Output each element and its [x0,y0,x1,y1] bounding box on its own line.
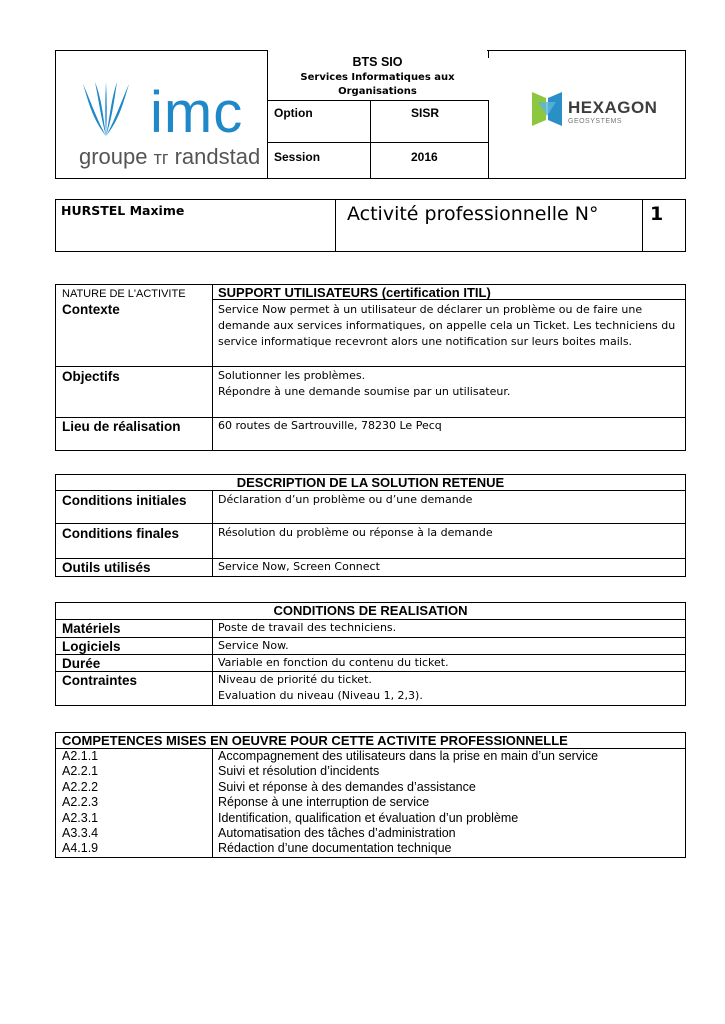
competence-code: A2.3.1 [62,810,99,825]
duree-text: Variable en fonction du contenu du ticket. [218,656,449,669]
imc-emblem-icon [75,80,137,142]
competence-code: A2.2.3 [62,795,99,810]
hexagon-emblem-icon [530,90,564,128]
lieu-label: Lieu de réalisation [62,419,181,434]
imc-wordmark: imc [150,80,244,145]
randstad-mark: тг [153,148,169,168]
duree-label: Durée [62,656,101,671]
conditions-finales-text: Résolution du problème ou réponse à la demande [218,526,493,539]
contraintes-text: Niveau de priorité du ticket. Evaluation du niveau (Niveau 1, 2,3). [218,673,423,702]
activity-title: Activité professionnelle N° [347,203,599,225]
competence-code: A2.1.1 [62,749,99,763]
outils-text: Service Now, Screen Connect [218,560,380,573]
solution-title: DESCRIPTION DE LA SOLUTION RETENUE [236,475,505,490]
student-name: HURSTEL Maxime [61,203,185,218]
nature-label: NATURE DE L'ACTIVITE [62,288,186,300]
conditions-initiales-label: Conditions initiales [62,493,187,508]
imc-tagline [79,144,260,171]
activity-number: 1 [650,203,664,225]
session-label: Session [274,150,321,164]
outils-label: Outils utilisés [62,560,151,575]
conditions-initiales-text: Déclaration d’un problème ou d’une demande [218,493,473,506]
competence-code: A4.1.9 [62,841,99,856]
objectifs-text: Solutionner les problèmes. Répondre à une demande soumise par un utilisateur. [218,369,511,398]
nature-value: SUPPORT UTILISATEURS (certification ITIL) [218,285,491,300]
materiels-text: Poste de travail des techniciens. [218,621,397,634]
competence-label: Identification, qualification et évaluation d’un problème [218,810,519,825]
objectifs-label: Objectifs [62,369,120,384]
competence-label: Réponse à une interruption de service [218,795,430,810]
randstad-name: randstad [174,144,261,169]
materiels-label: Matériels [62,621,121,636]
contexte-label: Contexte [62,302,120,317]
option-label: Option [274,106,313,120]
imc-group: groupe [79,144,148,169]
logiciels-label: Logiciels [62,639,121,654]
competences-labels [218,749,598,857]
competence-label: Automatisation des tâches d’administration [218,826,456,841]
conditions-title: CONDITIONS DE REALISATION [273,603,468,618]
program-subtitle: Services Informatiques aux Organisations [300,72,455,97]
hexagon-subline: GEOSYSTEMS [568,118,623,125]
competence-label: Accompagnement des utilisateurs dans la prise en main d’un service [218,749,599,763]
competence-code: A2.2.1 [62,764,99,779]
competence-label: Suivi et réponse à des demandes d’assistance [218,779,476,794]
competence-label: Suivi et résolution d’incidents [218,764,380,779]
lieu-text: 60 routes de Sartrouville, 78230 Le Pecq [218,419,442,432]
conditions-finales-label: Conditions finales [62,526,180,541]
competence-code: A2.2.2 [62,779,99,794]
option-value: SISR [411,106,440,120]
contexte-text: Service Now permet à un utilisateur de déclarer un problème ou de faire une demande aux services informatiques, on appelle cela un Ticket. Les techniciens du service informatique recevront alors une notification sur leurs boites mails. [218,303,676,348]
session-value: 2016 [411,150,438,164]
competence-code: A3.3.4 [62,826,99,841]
contraintes-label: Contraintes [62,673,138,688]
hexagon-wordmark: HEXAGON [568,98,658,117]
competences-title: COMPETENCES MISES EN OEUVRE POUR CETTE ACTIVITE PROFESSIONNELLE [62,733,568,748]
program-title: BTS SIO [352,55,403,69]
competences-codes [62,749,98,857]
logiciels-text: Service Now. [218,639,289,652]
competence-label: Rédaction d’une documentation technique [218,841,452,856]
